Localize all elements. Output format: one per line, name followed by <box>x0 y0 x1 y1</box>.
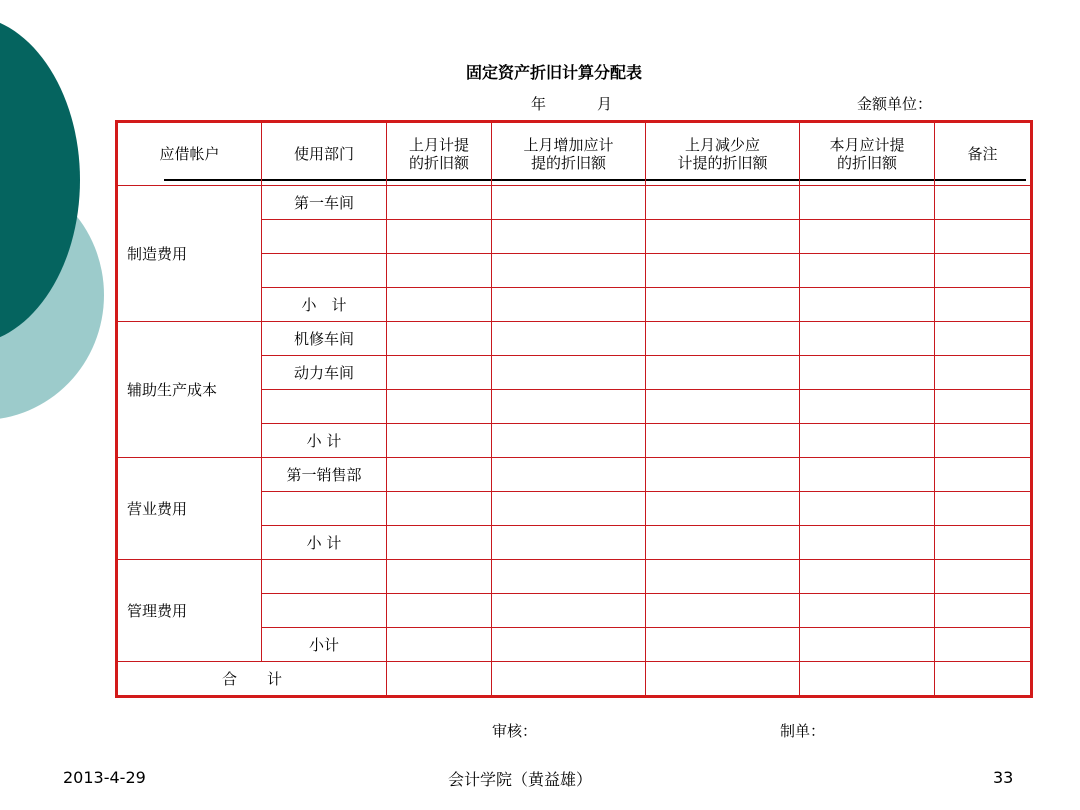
value-cell[interactable] <box>646 356 800 390</box>
value-cell[interactable] <box>646 526 800 560</box>
value-cell[interactable] <box>387 254 492 288</box>
value-cell[interactable] <box>492 628 646 662</box>
value-cell[interactable] <box>646 322 800 356</box>
month-label: 月 <box>597 95 613 113</box>
value-cell[interactable] <box>800 186 935 220</box>
value-cell[interactable] <box>800 322 935 356</box>
value-cell[interactable] <box>800 662 935 697</box>
department-cell: 第一车间 <box>262 186 387 220</box>
value-cell[interactable] <box>935 254 1032 288</box>
department-cell <box>262 254 387 288</box>
subtotal-cell: 小 计 <box>262 288 387 322</box>
department-cell <box>262 560 387 594</box>
value-cell[interactable] <box>646 560 800 594</box>
value-cell[interactable] <box>387 356 492 390</box>
value-cell[interactable] <box>935 288 1032 322</box>
subtotal-cell: 小计 <box>262 628 387 662</box>
value-cell[interactable] <box>387 526 492 560</box>
value-cell[interactable] <box>800 356 935 390</box>
table-row <box>117 560 1032 594</box>
department-cell <box>262 594 387 628</box>
value-cell[interactable] <box>387 628 492 662</box>
value-cell[interactable] <box>387 424 492 458</box>
page-number: 33 <box>993 768 1014 787</box>
col-header-department: 使用部门 <box>262 122 387 186</box>
total-label: 合 计 <box>117 662 387 697</box>
value-cell[interactable] <box>800 288 935 322</box>
value-cell[interactable] <box>646 288 800 322</box>
value-cell[interactable] <box>387 288 492 322</box>
value-cell[interactable] <box>492 594 646 628</box>
value-cell[interactable] <box>935 186 1032 220</box>
value-cell[interactable] <box>800 628 935 662</box>
department-cell: 机修车间 <box>262 322 387 356</box>
review-signature-label: 审核： <box>492 722 538 740</box>
department-cell: 动力车间 <box>262 356 387 390</box>
col-header-decrease: 上月减少应 计提的折旧额 <box>646 122 800 186</box>
account-cell: 制造费用 <box>117 186 262 322</box>
value-cell[interactable] <box>800 560 935 594</box>
table-title: 固定资产折旧计算分配表 <box>466 63 643 82</box>
value-cell[interactable] <box>646 220 800 254</box>
account-cell: 辅助生产成本 <box>117 322 262 458</box>
value-cell[interactable] <box>935 662 1032 697</box>
unit-label: 金额单位： <box>857 95 933 113</box>
total-row <box>117 662 1032 697</box>
value-cell[interactable] <box>935 220 1032 254</box>
depreciation-table <box>115 120 1033 698</box>
department-cell <box>262 220 387 254</box>
department-cell <box>262 492 387 526</box>
value-cell[interactable] <box>935 458 1032 492</box>
footer-date: 2013-4-29 <box>63 768 146 787</box>
value-cell[interactable] <box>387 220 492 254</box>
value-cell[interactable] <box>492 492 646 526</box>
value-cell[interactable] <box>492 526 646 560</box>
value-cell[interactable] <box>387 560 492 594</box>
value-cell[interactable] <box>800 254 935 288</box>
col-header-last-month: 上月计提 的折旧额 <box>387 122 492 186</box>
value-cell[interactable] <box>492 288 646 322</box>
value-cell[interactable] <box>646 594 800 628</box>
col-header-remarks: 备注 <box>935 122 1032 186</box>
table-row <box>117 458 1032 492</box>
account-cell: 营业费用 <box>117 458 262 560</box>
value-cell[interactable] <box>935 628 1032 662</box>
value-cell[interactable] <box>646 492 800 526</box>
value-cell[interactable] <box>492 560 646 594</box>
subtotal-cell: 小 计 <box>262 424 387 458</box>
value-cell[interactable] <box>800 526 935 560</box>
value-cell[interactable] <box>800 594 935 628</box>
value-cell[interactable] <box>387 322 492 356</box>
value-cell[interactable] <box>492 356 646 390</box>
value-cell[interactable] <box>646 424 800 458</box>
value-cell[interactable] <box>935 424 1032 458</box>
value-cell[interactable] <box>935 390 1032 424</box>
value-cell[interactable] <box>492 424 646 458</box>
value-cell[interactable] <box>387 186 492 220</box>
table-row <box>117 322 1032 356</box>
value-cell[interactable] <box>935 560 1032 594</box>
value-cell[interactable] <box>492 458 646 492</box>
col-header-increase: 上月增加应计 提的折旧额 <box>492 122 646 186</box>
value-cell[interactable] <box>935 526 1032 560</box>
value-cell[interactable] <box>800 220 935 254</box>
value-cell[interactable] <box>800 492 935 526</box>
value-cell[interactable] <box>492 254 646 288</box>
value-cell[interactable] <box>492 390 646 424</box>
value-cell[interactable] <box>935 594 1032 628</box>
value-cell[interactable] <box>387 594 492 628</box>
value-cell[interactable] <box>646 390 800 424</box>
value-cell[interactable] <box>492 186 646 220</box>
value-cell[interactable] <box>492 662 646 697</box>
value-cell[interactable] <box>646 628 800 662</box>
value-cell[interactable] <box>800 390 935 424</box>
value-cell[interactable] <box>387 458 492 492</box>
value-cell[interactable] <box>935 322 1032 356</box>
value-cell[interactable] <box>646 254 800 288</box>
col-header-this-month: 本月应计提 的折旧额 <box>800 122 935 186</box>
value-cell[interactable] <box>935 356 1032 390</box>
value-cell[interactable] <box>387 662 492 697</box>
footer-author: 会计学院（黄益雄） <box>448 770 593 789</box>
department-cell: 第一销售部 <box>262 458 387 492</box>
value-cell[interactable] <box>492 322 646 356</box>
value-cell[interactable] <box>646 458 800 492</box>
value-cell[interactable] <box>800 424 935 458</box>
table-header-row <box>117 122 1032 186</box>
value-cell[interactable] <box>800 458 935 492</box>
department-cell <box>262 390 387 424</box>
value-cell[interactable] <box>646 662 800 697</box>
value-cell[interactable] <box>646 186 800 220</box>
year-label: 年 <box>531 95 547 113</box>
table-row <box>117 186 1032 220</box>
col-header-account: 应借帐户 <box>117 122 262 186</box>
account-cell: 管理费用 <box>117 560 262 662</box>
maker-signature-label: 制单： <box>780 722 826 740</box>
value-cell[interactable] <box>387 390 492 424</box>
subtotal-cell: 小 计 <box>262 526 387 560</box>
value-cell[interactable] <box>935 492 1032 526</box>
value-cell[interactable] <box>387 492 492 526</box>
value-cell[interactable] <box>492 220 646 254</box>
